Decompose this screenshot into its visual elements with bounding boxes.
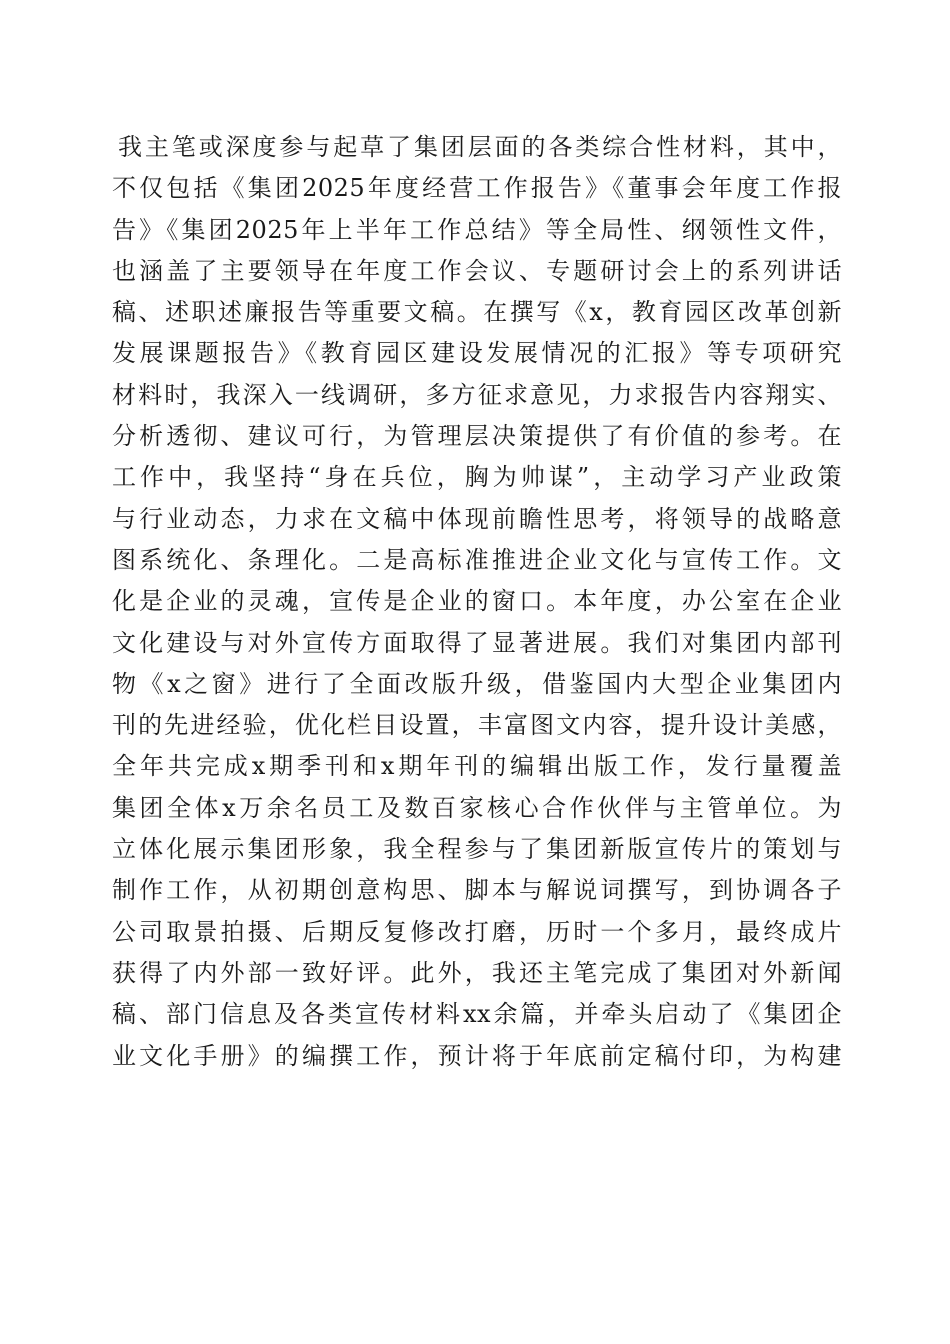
text-line-13: 文化建设与对外宣传方面取得了显著进展。我们对集团内部刊 [112,628,842,657]
text-line-12: 化是企业的灵魂，宣传是企业的窗口。本年度，办公室在企业 [112,587,842,616]
text-line-15: 刊的先进经验，优化栏目设置，丰富图文内容，提升设计美感， [112,711,842,740]
text-line-9: 工作中，我坚持“身在兵位，胸为帅谋”，主动学习产业政策 [112,463,842,492]
text-line-18: 立体化展示集团形象，我全程参与了集团新版宣传片的策划与 [112,835,842,864]
text-line-23: 业文化手册》的编撰工作，预计将于年底前定稿付印，为构建 [112,1041,842,1070]
text-line-11: 图系统化、条理化。二是高标准推进企业文化与宣传工作。文 [112,545,842,574]
text-line-10: 与行业动态，力求在文稿中体现前瞻性思考，将领导的战略意 [112,504,842,533]
text-line-7: 材料时，我深入一线调研，多方征求意见，力求报告内容翔实、 [112,380,842,409]
text-line-17: 集团全体x万余名员工及数百家核心合作伙伴与主管单位。为 [112,793,842,822]
text-line-2: 不仅包括《集团2025年度经营工作报告》《董事会年度工作报 [112,174,842,203]
text-line-14: 物《x之窗》进行了全面改版升级，借鉴国内大型企业集团内 [112,669,842,698]
text-line-22: 稿、部门信息及各类宣传材料xx余篇，并牵头启动了《集团企 [112,1000,842,1029]
text-line-5: 稿、述职述廉报告等重要文稿。在撰写《x，教育园区改革创新 [112,298,842,327]
text-line-21: 获得了内外部一致好评。此外，我还主笔完成了集团对外新闻 [112,958,842,987]
text-line-8: 分析透彻、建议可行，为管理层决策提供了有价值的参考。在 [112,422,842,451]
text-line-20: 公司取景拍摄、后期反复修改打磨，历时一个多月，最终成片 [112,917,842,946]
text-line-16: 全年共完成x期季刊和x期年刊的编辑出版工作，发行量覆盖 [112,752,842,781]
text-line-1: 我主笔或深度参与起草了集团层面的各类综合性材料，其中， [118,133,842,161]
body-paragraph [112,127,842,1077]
text-line-6: 发展课题报告》《教育园区建设发展情况的汇报》等专项研究 [112,339,842,368]
text-line-19: 制作工作，从初期创意构思、脚本与解说词撰写，到协调各子 [112,876,842,905]
text-line-4: 也涵盖了主要领导在年度工作会议、专题研讨会上的系列讲话 [112,256,842,285]
text-line-3: 告》《集团2025年上半年工作总结》等全局性、纲领性文件， [112,215,842,244]
